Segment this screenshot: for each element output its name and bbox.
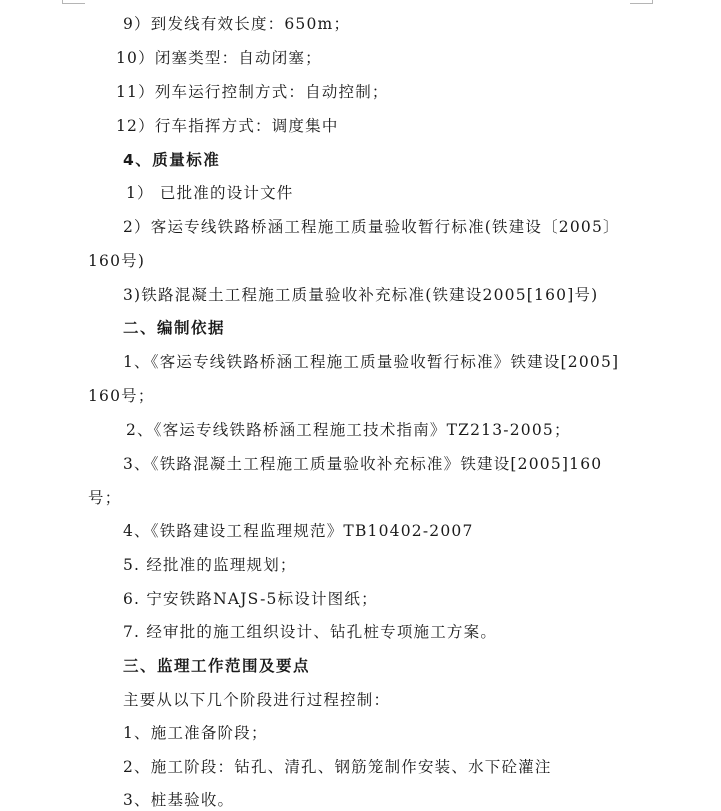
scope-item-3: 3、桩基验收。 <box>123 791 235 809</box>
quality-item-1: 1） 已批准的设计文件 <box>126 184 294 202</box>
scope-intro: 主要从以下几个阶段进行过程控制： <box>123 691 391 709</box>
scope-item-1: 1、施工准备阶段； <box>123 724 268 742</box>
basis-item-4: 4、《铁路建设工程监理规范》TB10402-2007 <box>123 522 474 540</box>
basis-item-3: 3、《铁路混凝土工程施工质量验收补充标准》铁建设[2005]160 <box>123 455 603 473</box>
crop-mark-left <box>62 0 85 4</box>
crop-mark-right <box>630 0 653 4</box>
list-item-10: 10）闭塞类型：自动闭塞； <box>116 49 322 67</box>
basis-item-6: 6. 宁安铁路NAJS-5标设计图纸； <box>123 590 378 608</box>
basis-item-2: 2、《客运专线铁路桥涵工程施工技术指南》TZ213-2005； <box>126 421 571 439</box>
basis-item-1-continued: 160号； <box>88 387 155 405</box>
basis-item-7: 7. 经审批的施工组织设计、钻孔桩专项施工方案。 <box>123 623 498 641</box>
section-heading-quality-standard: 4、质量标准 <box>123 151 221 169</box>
basis-item-5: 5. 经批准的监理规划； <box>123 556 297 574</box>
basis-item-3-continued: 号； <box>88 489 122 507</box>
section-heading-scope: 三、监理工作范围及要点 <box>123 657 311 675</box>
list-item-9: 9）到发线有效长度：650m； <box>123 15 351 33</box>
section-heading-basis: 二、编制依据 <box>123 319 226 337</box>
quality-item-2: 2）客运专线铁路桥涵工程施工质量验收暂行标准(铁建设〔2005〕 <box>123 218 620 236</box>
quality-item-2-continued: 160号) <box>88 252 146 270</box>
list-item-12: 12）行车指挥方式：调度集中 <box>116 117 339 135</box>
list-item-11: 11）列车运行控制方式：自动控制； <box>116 83 389 101</box>
basis-item-1: 1、《客运专线铁路桥涵工程施工质量验收暂行标准》铁建设[2005] <box>123 353 620 371</box>
scope-item-2: 2、施工阶段：钻孔、清孔、钢筋笼制作安装、水下砼灌注 <box>123 758 552 776</box>
quality-item-3: 3)铁路混凝土工程施工质量验收补充标准(铁建设2005[160]号) <box>123 286 599 304</box>
